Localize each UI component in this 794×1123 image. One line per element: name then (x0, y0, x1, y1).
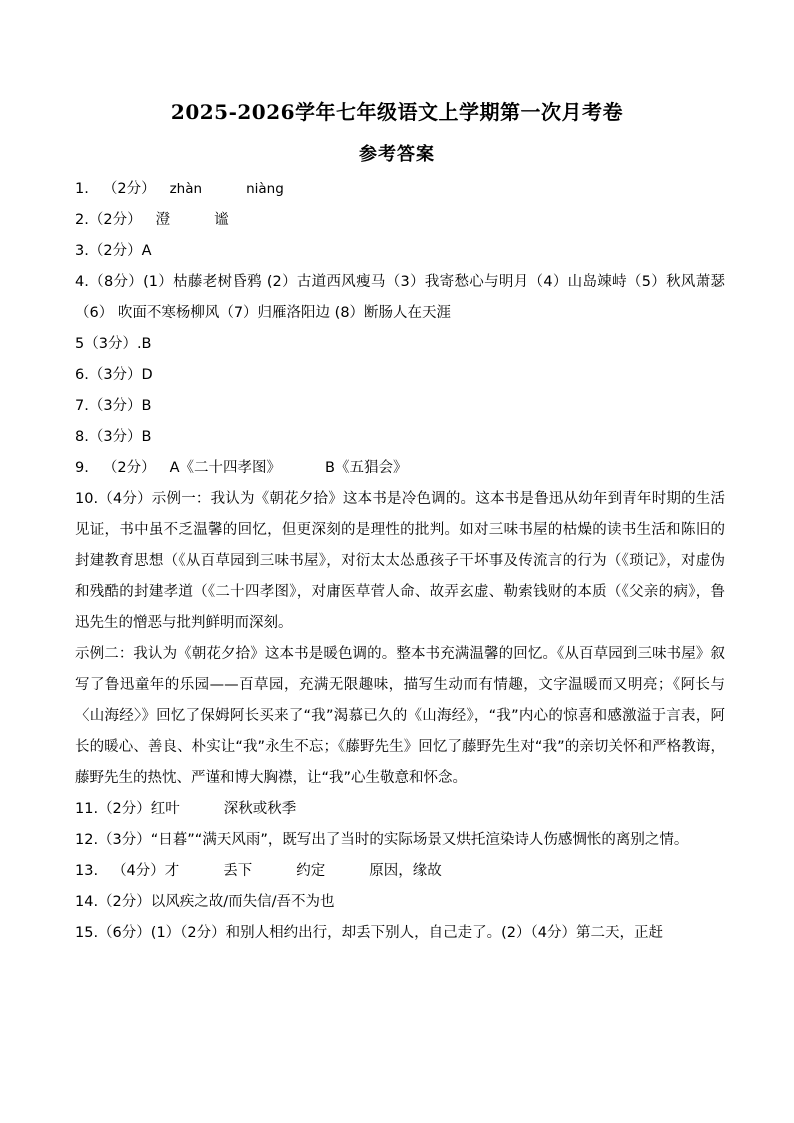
answer-value: zhàn (169, 181, 203, 197)
answer-number: 3. (75, 243, 89, 259)
answer-4: 4.（8分）(1）枯藤老树昏鸦 (2）古道西风瘦马（3）我寄愁心与明月（4）山岛竦峙（5）秋风萧瑟（6） 吹面不寒杨柳风（7）归雁洛阳边 (8）断肠人在天涯 (75, 274, 725, 321)
answer-6: 6.（3分）D (75, 367, 153, 383)
answer-list (75, 174, 725, 949)
answer-value: B《五猖会》 (325, 460, 408, 476)
answer-value: 澄 (155, 212, 171, 228)
answer-value: A (141, 243, 152, 259)
answer-3 (75, 236, 725, 267)
answer-8: 8.（3分）B (75, 429, 152, 445)
answer-13 (75, 856, 725, 887)
answer-number: 1. (75, 181, 89, 197)
answer-12: 12.（3分）“日暮”“满天风雨”，既写出了当时的实际场景又烘托渲染诗人伤感惆怅的离别之情。 (75, 832, 689, 848)
answer-1 (75, 174, 725, 205)
answer-value: 深秋或秋季 (223, 801, 297, 817)
answer-9 (75, 453, 725, 484)
answer-number: 11. (75, 801, 99, 817)
answer-value: 才 (164, 863, 180, 879)
answer-value: 红叶 (150, 801, 180, 817)
answer-value: 谧 (214, 212, 229, 228)
answer-2 (75, 205, 725, 236)
answer-value: A《二十四孝图》 (169, 460, 281, 476)
answer-value: 原因，缘故 (369, 863, 442, 879)
page-title: 2025-2026学年七年级语文上学期第一次月考卷 (170, 100, 624, 124)
answer-score: （2分） (88, 212, 142, 228)
answer-15: 15.（6分）(1）（2分）和别人相约出行，却丢下别人，自己走了。(2）（4分）第二天，正赶 (75, 925, 663, 941)
answer-10-example-1: 10.（4分）示例一：我认为《朝花夕拾》这本书是冷色调的。这本书是鲁迅从幼年到青年时期的生活见证，书中虽不乏温馨的回忆，但更深刻的是理性的批判。如对三味书屋的枯燥的读书生活和陈旧的封建教育思想（《从百草园到三味书屋》，对衍太太怂恿孩子干坏事及传流言的行为（《琐记》，对虚伪和残酷的封建孝道（《二十四孝图》，对庸医草菅人命、故弄玄虚、勒索钱财的本质（《父亲的病》，鲁迅先生的憎恶与批判鲜明而深刻。 (75, 491, 725, 631)
answer-5: 5（3分）.B (75, 336, 152, 352)
answer-10-example-2: 示例二：我认为《朝花夕拾》这本书是暖色调的。整本书充满温馨的回忆。《从百草园到三味书屋》叙写了鲁迅童年的乐园——百草园，充满无限趣味，描写生动而有情趣，文字温暖而又明亮；《阿长与〈山海经〉》回忆了保姆阿长买来了“我”渴慕已久的《山海经》，“我”内心的惊喜和感激溢于言表，阿长的暖心、善良、朴实让“我”永生不忘；《藤野先生》回忆了藤野先生对“我”的亲切关怀和严格教诲，藤野先生的热忱、严谨和博大胸襟，让“我”心生敬意和怀念。 (75, 646, 725, 786)
answer-14: 14.（2分）以风疾之故/而失信/吾不为也 (75, 894, 335, 910)
answer-number: 2. (75, 212, 89, 228)
answer-score: （2分） (98, 801, 151, 817)
answer-score: （2分） (102, 181, 156, 197)
answer-number: 9. (75, 460, 89, 476)
answer-score: （4分） (112, 863, 165, 879)
answer-11 (75, 794, 725, 825)
page-subtitle: 参考答案 (359, 144, 435, 165)
answer-score: （2分） (102, 460, 156, 476)
answer-score: （2分） (88, 243, 142, 259)
answer-value: 约定 (296, 863, 326, 879)
answer-value: niàng (246, 181, 284, 197)
answer-value: 丢下 (223, 863, 253, 879)
answer-7: 7.（3分）B (75, 398, 152, 414)
answer-number: 13. (75, 863, 99, 879)
